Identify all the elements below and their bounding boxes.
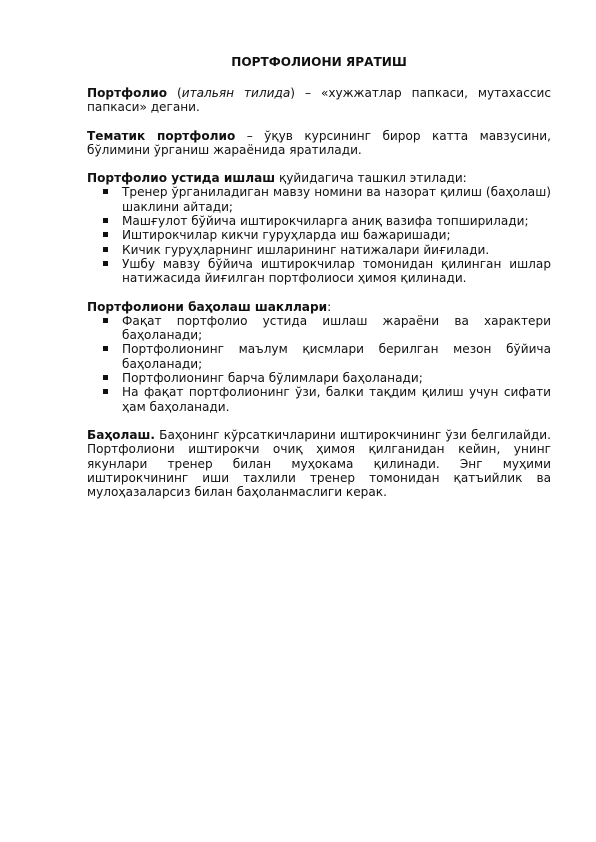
list-item: [87, 185, 551, 214]
list-item-text: На фақат портфолионинг ўзи, балки тақдим қилиш учун сифати ҳам баҳоланади.: [122, 385, 551, 414]
portfolio-definition-text: ) – «хужжатлар папкаси, мутахассис папкаси» дегани.: [87, 86, 552, 115]
evaluation-term: Баҳолаш.: [87, 427, 155, 442]
list-item: [87, 342, 551, 371]
square-bullet-icon: [103, 346, 108, 351]
square-bullet-icon: [103, 218, 108, 223]
square-bullet-icon: [103, 189, 108, 194]
document-page: [87, 55, 551, 513]
list-item-text: Иштирокчилар кикчи гуруҳларда иш бажаришади;: [122, 228, 451, 243]
list-item-text: Кичик гуруҳларнинг ишларининг натижалари йиғилади.: [122, 242, 490, 257]
work-section-heading: [87, 171, 551, 185]
page-title: ПОРТФОЛИОНИ ЯРАТИШ: [231, 55, 407, 69]
list-item: [87, 385, 551, 414]
work-steps-list: [87, 185, 551, 285]
list-item: [87, 228, 551, 242]
evaluation-heading-rest: :: [327, 299, 332, 314]
work-heading-rest: қуйидагича ташкил этилади:: [275, 171, 467, 186]
square-bullet-icon: [103, 232, 108, 237]
thematic-portfolio-paragraph: [87, 129, 551, 158]
square-bullet-icon: [103, 389, 108, 394]
square-bullet-icon: [103, 318, 108, 323]
list-item-text: Машғулот бўйича иштирокчиларга аниқ вазифа топширилади;: [122, 214, 529, 229]
list-item-text: Тренер ўрганиладиган мавзу номини ва назорат қилиш (баҳолаш) шаклини айтади;: [122, 185, 551, 214]
list-item: [87, 314, 551, 343]
work-heading-bold: Портфолио устида ишлаш: [87, 171, 276, 186]
list-item: [87, 214, 551, 228]
list-item-text: Портфолионинг барча бўлимлари баҳоланади;: [122, 371, 423, 386]
square-bullet-icon: [103, 247, 108, 252]
evaluation-forms-list: [87, 314, 551, 414]
thematic-portfolio-term: Тематик портфолио: [87, 128, 236, 143]
list-item-text: Портфолионинг маълум қисмлари берилган мезон бўйича баҳоланади;: [122, 342, 551, 371]
list-item: [87, 243, 551, 257]
evaluation-text: Баҳонинг кўрсаткичларини иштирокчининг ўзи белгилайди. Портфолиони иштирокчи очиқ ҳимоя қилганидан кейин, унинг якунлари тренер билан муҳокама қилинади. Энг муҳими иштирокчининг иши тахлили тренер томонидан қатъийлик ва мулоҳазаларсиз билан баҳоланмаслиги керак.: [87, 427, 551, 500]
evaluation-paragraph: [87, 428, 551, 499]
portfolio-definition-paragraph: [87, 86, 551, 115]
list-item-text: Ушбу мавзу бўйича иштирокчилар томонидан қилинган ишлар натижасида йиғилган портфолиоси ҳимоя қилинади.: [122, 256, 551, 286]
square-bullet-icon: [103, 261, 108, 266]
portfolio-open-paren: (: [167, 86, 182, 100]
list-item-text: Фақат портфолио устида ишлаш жараёни ва характери баҳоланади;: [122, 313, 551, 343]
list-item: [87, 257, 551, 286]
thematic-portfolio-text: – ўқув курсининг бирор катта мавзусини, бўлимини ўрганиш жараёнида яратилади.: [87, 128, 551, 157]
list-item: [87, 371, 551, 385]
square-bullet-icon: [103, 375, 108, 380]
portfolio-language-note: итальян тилида: [181, 86, 291, 100]
evaluation-section-heading: [87, 300, 551, 314]
evaluation-heading-bold: Портфолиони баҳолаш шакллари: [87, 299, 328, 314]
portfolio-term: Портфолио: [87, 86, 168, 100]
